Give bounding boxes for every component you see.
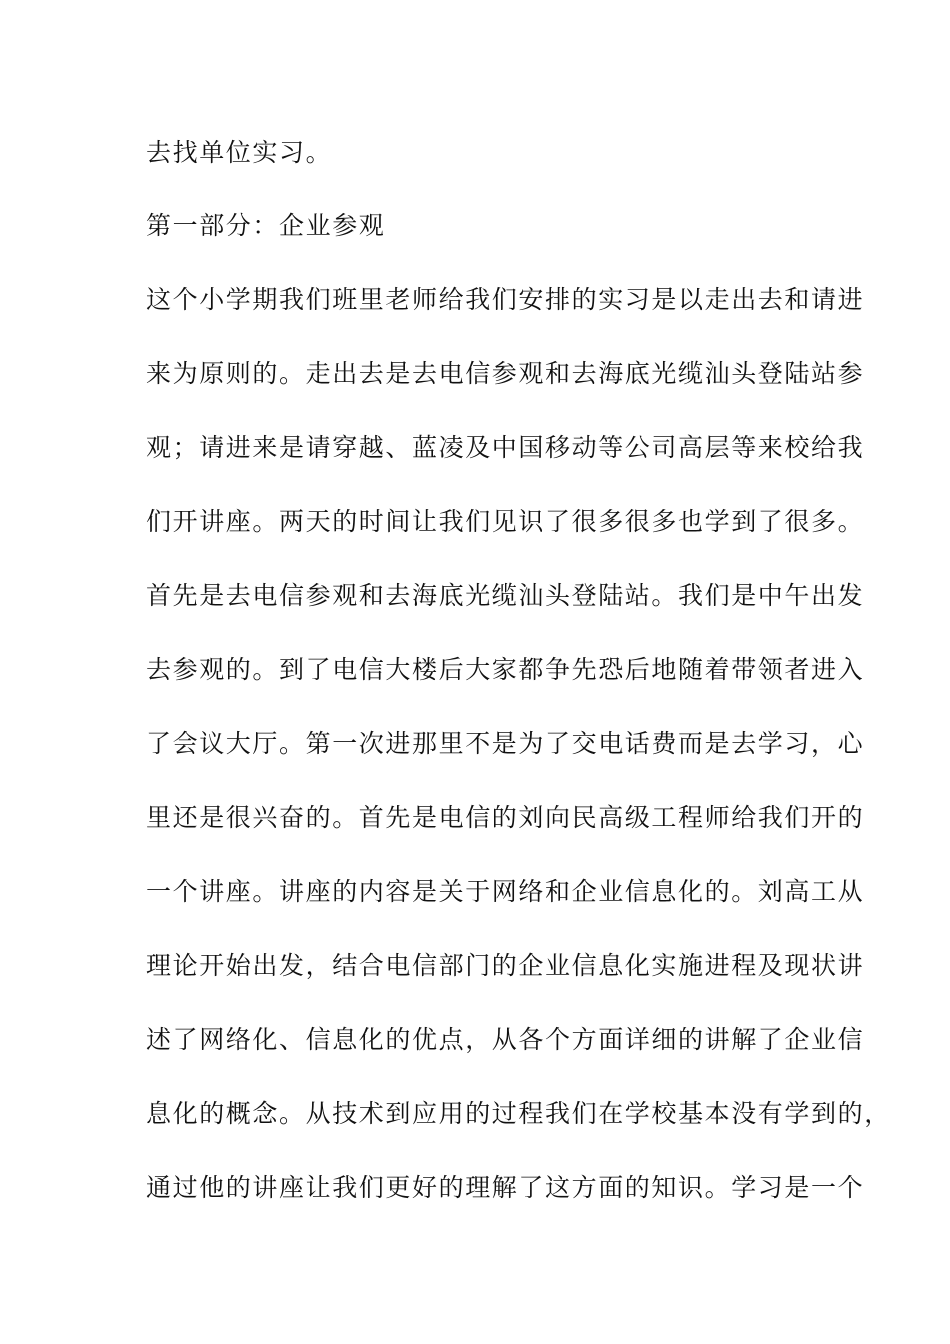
text-line: 息化的概念。从技术到应用的过程我们在学校基本没有学到的， xyxy=(146,1099,891,1128)
text-line: 一个讲座。讲座的内容是关于网络和企业信息化的。刘高工从 xyxy=(146,877,865,906)
text-line: 去找单位实习。 xyxy=(146,138,333,167)
text-line: 述了网络化、信息化的优点，从各个方面详细的讲解了企业信 xyxy=(146,1025,865,1054)
text-line: 观；请进来是请穿越、蓝凌及中国移动等公司高层等来校给我 xyxy=(146,433,865,462)
text-line: 们开讲座。两天的时间让我们见识了很多很多也学到了很多。 xyxy=(146,507,865,536)
text-line: 这个小学期我们班里老师给我们安排的实习是以走出去和请进 xyxy=(146,285,865,314)
text-line: 里还是很兴奋的。首先是电信的刘向民高级工程师给我们开的 xyxy=(146,803,865,832)
text-line: 理论开始出发，结合电信部门的企业信息化实施进程及现状讲 xyxy=(146,951,865,980)
text-line: 去参观的。到了电信大楼后大家都争先恐后地随着带领者进入 xyxy=(146,655,865,684)
text-line: 了会议大厅。第一次进那里不是为了交电话费而是去学习，心 xyxy=(146,729,865,758)
text-line: 首先是去电信参观和去海底光缆汕头登陆站。我们是中午出发 xyxy=(146,581,865,610)
text-line: 通过他的讲座让我们更好的理解了这方面的知识。学习是一个 xyxy=(146,1173,865,1202)
section-heading: 第一部分：企业参观 xyxy=(146,211,386,240)
text-line: 来为原则的。走出去是去电信参观和去海底光缆汕头登陆站参 xyxy=(146,359,865,388)
